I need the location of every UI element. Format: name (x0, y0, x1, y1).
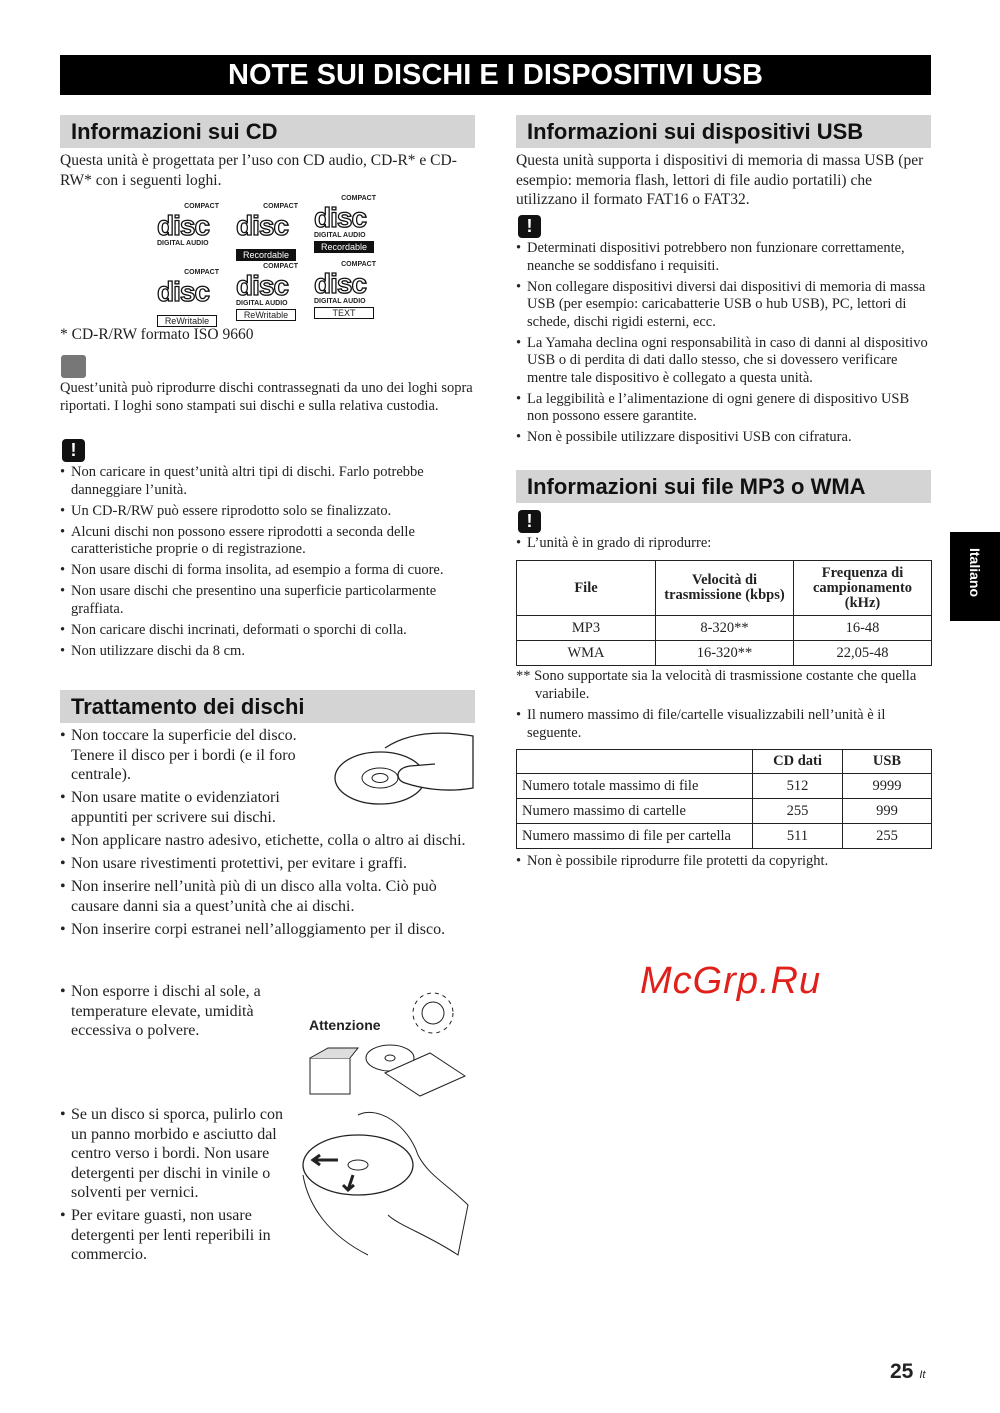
table-row: Numero massimo di file per cartella 511 255 (517, 824, 932, 849)
list-item: • Non toccare la superficie del disco. Tenere il disco per i bordi (e il foro centrale). (60, 726, 315, 785)
list-item: • Non usare matite o evidenziatori appuntiti per scrivere sui dischi. (60, 788, 315, 827)
table-row: Numero massimo di cartelle 255 999 (517, 799, 932, 824)
disc-cleaning-illustration (298, 1105, 473, 1265)
list-item: • Non usare dischi di forma insolita, ad esempio a forma di cuore. (60, 562, 475, 580)
care-heading: Trattamento dei dischi (60, 690, 475, 723)
limits-table: CD dati USB Numero totale massimo di file 512 9999 Numero massimo di cartelle 255 999 Numero massimo di file per cartella 511 255 (516, 749, 932, 849)
cd-tip-text: Quest’unità può riprodurre dischi contrassegnati da uno dei loghi sopra riportati. I loghi sono stampati sui dischi e sulla relativa custodia. (60, 380, 473, 414)
warning-icon: ! (518, 510, 541, 533)
table-row: MP3 8-320** 16-48 (517, 616, 932, 641)
usb-bullets (516, 240, 931, 450)
list-item: • Non usare dischi che presentino una superficie particolarmente graffiata. (60, 583, 475, 618)
tip-icon (61, 355, 86, 378)
table-row: Numero totale massimo di file 512 9999 (517, 774, 932, 799)
page-number: 25 It (890, 1360, 926, 1383)
list-item: • Se un disco si sporca, pulirlo con un panno morbido e asciutto dal centro verso i bordi. Non usare detergenti per dischi in vinile o solventi per vernici. (60, 1105, 292, 1203)
logo-cd-text: COMPACT disc DIGITAL AUDIO TEXT (314, 261, 376, 318)
list-item: • Non utilizzare dischi da 8 cm. (60, 643, 475, 661)
page-title: NOTE SUI DISCHI E I DISPOSITIVI USB (60, 55, 931, 95)
logo-cdrw: COMPACT disc ReWritable (157, 269, 219, 326)
logo-cd-da: COMPACT disc DIGITAL AUDIO (157, 203, 219, 247)
mp3-heading: Informazioni sui file MP3 o WMA (516, 470, 931, 503)
usb-heading: Informazioni sui dispositivi USB (516, 115, 931, 148)
bitrate-note: ** Sono supportate sia la velocità di trasmissione costante che quella variabile. (516, 668, 917, 702)
attention-label: Attenzione (309, 1017, 381, 1033)
logo-cdrw-da: COMPACT disc DIGITAL AUDIO ReWritable (236, 263, 298, 320)
cd-intro: Questa unità è progettata per l’uso con CD audio, CD-R* e CD-RW* con i seguenti loghi. (60, 152, 457, 189)
cd-footnote: * CD-R/RW formato ISO 9660 (60, 326, 254, 343)
warning-icon: ! (518, 215, 541, 238)
table-row: WMA 16-320** 22,05-48 (517, 641, 932, 666)
logo-cdr: COMPACT disc Recordable (236, 203, 298, 260)
language-tab: Italiano (950, 532, 1000, 621)
list-item: • La Yamaha declina ogni responsabilità in caso di danni al dispositivo USB o di perdita di dati dallo stesso, che si dovessero verificare mentre tale dispositivo è collegato a questa unità. (516, 335, 931, 388)
mp3-lead (516, 535, 931, 556)
list-item: • L’unità è in grado di riprodurre: (516, 535, 931, 553)
list-item: • Non è possibile riprodurre file protetti da copyright. (516, 853, 931, 871)
list-item: • Per evitare guasti, non usare detergenti per lenti reperibili in commercio. (60, 1206, 292, 1265)
list-item: • Alcuni dischi non possono essere riprodotti a seconda delle caratteristiche proprie o di registrazione. (60, 524, 475, 559)
list-item: • Non inserire corpi estranei nell’alloggiamento per il disco. (60, 920, 475, 940)
list-item: • Non è possibile utilizzare dispositivi USB con cifratura. (516, 429, 931, 447)
warning-icon: ! (62, 439, 85, 462)
list-item: • Non caricare in quest’unità altri tipi di dischi. Farlo potrebbe danneggiare l’unità. (60, 464, 475, 499)
usb-intro: Questa unità supporta i dispositivi di memoria di massa USB (per esempio: memoria flash, lettori di file audio portatili) che utilizzano il formato FAT16 o FAT32. (516, 152, 924, 208)
mp3-lead2 (516, 707, 931, 746)
format-table: File Velocità di trasmissione (kbps) Frequenza di campionamento (kHz) MP3 8-320** 16-48 WMA 16-320** 22,05-48 (516, 560, 932, 666)
list-item: • Non usare rivestimenti protettivi, per evitare i graffi. (60, 854, 475, 874)
hand-holding-disc-illustration (325, 728, 475, 813)
list-item: • Determinati dispositivi potrebbero non funzionare correttamente, neanche se soddisfano i requisiti. (516, 240, 931, 275)
list-item: • Non esporre i dischi al sole, a temperature elevate, umidità eccessiva o polvere. (60, 982, 290, 1041)
list-item: • La leggibilità e l’alimentazione di ogni genere di dispositivo USB non possono essere garantite. (516, 391, 931, 426)
list-item: • Non collegare dispositivi diversi dai dispositivi di memoria di massa USB (per esempio: caricabatterie USB o hub USB), PC, lettori di schede, dischi rigidi esterni, ecc. (516, 279, 931, 332)
list-item: • Non inserire nell’unità più di un disco alla volta. Ciò può causare danni sia a quest’unità che ai dischi. (60, 877, 475, 916)
list-item: • Un CD-R/RW può essere riprodotto solo se finalizzato. (60, 503, 475, 521)
care-bullets-b (60, 831, 475, 943)
cd-heading: Informazioni sui CD (60, 115, 475, 148)
mp3-last (516, 853, 931, 874)
care-bullets-d (60, 1105, 292, 1268)
cd-bullets (60, 464, 475, 664)
watermark: McGrp.Ru (640, 960, 822, 1002)
logo-cdr-da: COMPACT disc DIGITAL AUDIO Recordable (314, 195, 376, 252)
attention-illustration (300, 988, 470, 1100)
list-item: • Non caricare dischi incrinati, deformati o sporchi di colla. (60, 622, 475, 640)
list-item: • Non applicare nastro adesivo, etichette, colla o altro ai dischi. (60, 831, 475, 851)
care-bullets-a (60, 726, 315, 831)
list-item: • Il numero massimo di file/cartelle visualizzabili nell’unità è il seguente. (516, 707, 931, 742)
care-bullets-c (60, 982, 290, 1044)
